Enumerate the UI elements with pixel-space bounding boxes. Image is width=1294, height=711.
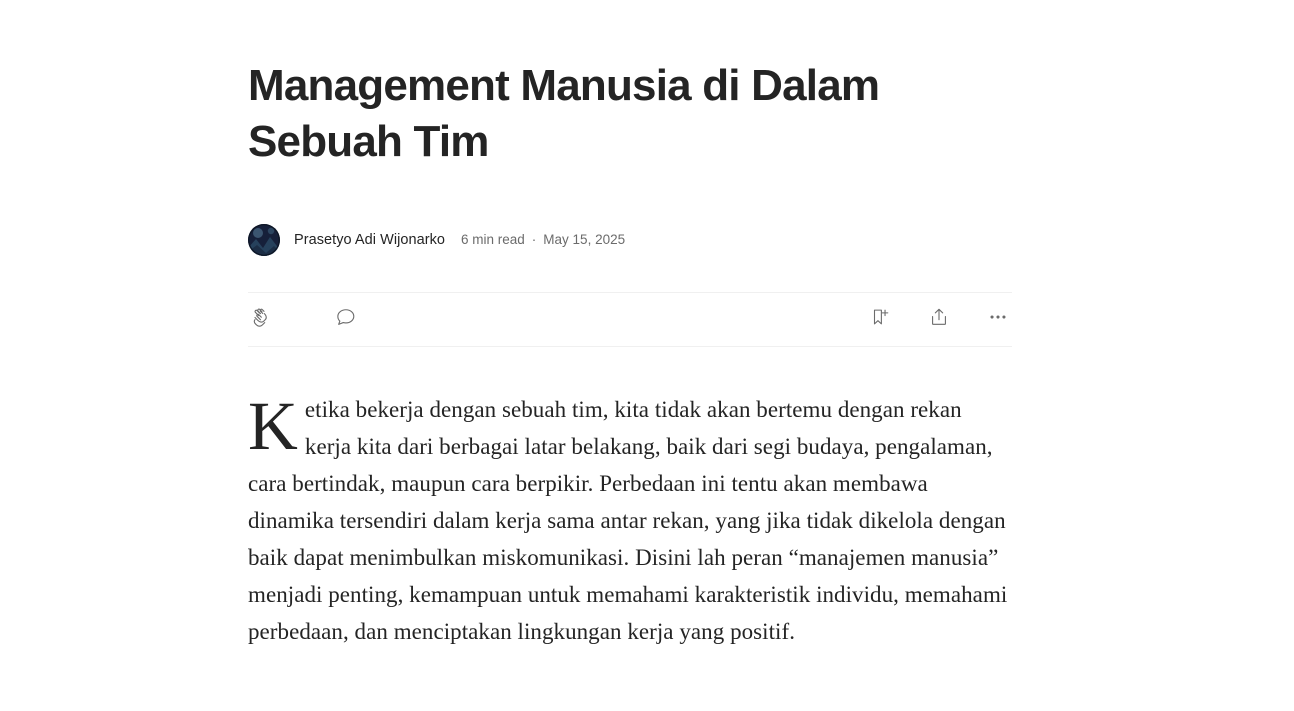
- article-meta: [461, 230, 625, 250]
- article-body: [248, 388, 1010, 650]
- avatar[interactable]: [248, 224, 280, 256]
- toolbar-right-group: [858, 298, 1012, 342]
- more-options-button[interactable]: [976, 298, 1020, 342]
- author-name[interactable]: Prasetyo Adi Wijonarko: [294, 232, 445, 248]
- bookmark-button[interactable]: [858, 298, 902, 342]
- drop-cap: K: [248, 388, 298, 464]
- read-time: 6 min read: [461, 232, 525, 247]
- share-icon: [928, 306, 950, 333]
- publish-date: May 15, 2025: [543, 232, 626, 247]
- byline: [248, 224, 1012, 256]
- article-paragraph: etika bekerja dengan sebuah tim, kita tidak akan bertemu dengan rekan kerja kita dari berbagai latar belakang, baik dari segi budaya, pengalaman, cara bertindak, maupun cara berpikir. Perbedaan ini tentu akan membawa dinamika tersendiri dalam kerja sama antar rekan, yang jika tidak dikelola dengan baik dapat menimbulkan miskomunikasi. Disini lah peran “manajemen manusia” menjadi penting, kemampuan untuk memahami karakteristik individu, memahami perbedaan, dan menciptakan lingkungan kerja yang positif.: [248, 397, 1008, 644]
- meta-separator: ·: [531, 232, 537, 247]
- comment-icon: [335, 306, 357, 333]
- comment-button[interactable]: [324, 298, 368, 342]
- clap-icon: [250, 305, 274, 334]
- page-title: Management Manusia di Dalam Sebuah Tim: [248, 61, 880, 166]
- article-toolbar: [248, 292, 1012, 347]
- clap-button[interactable]: [240, 298, 284, 342]
- toolbar-left-group: [248, 298, 368, 342]
- article-container: [248, 0, 1012, 650]
- share-button[interactable]: [917, 298, 961, 342]
- bookmark-icon: [869, 306, 891, 333]
- more-options-icon: [987, 306, 1009, 333]
